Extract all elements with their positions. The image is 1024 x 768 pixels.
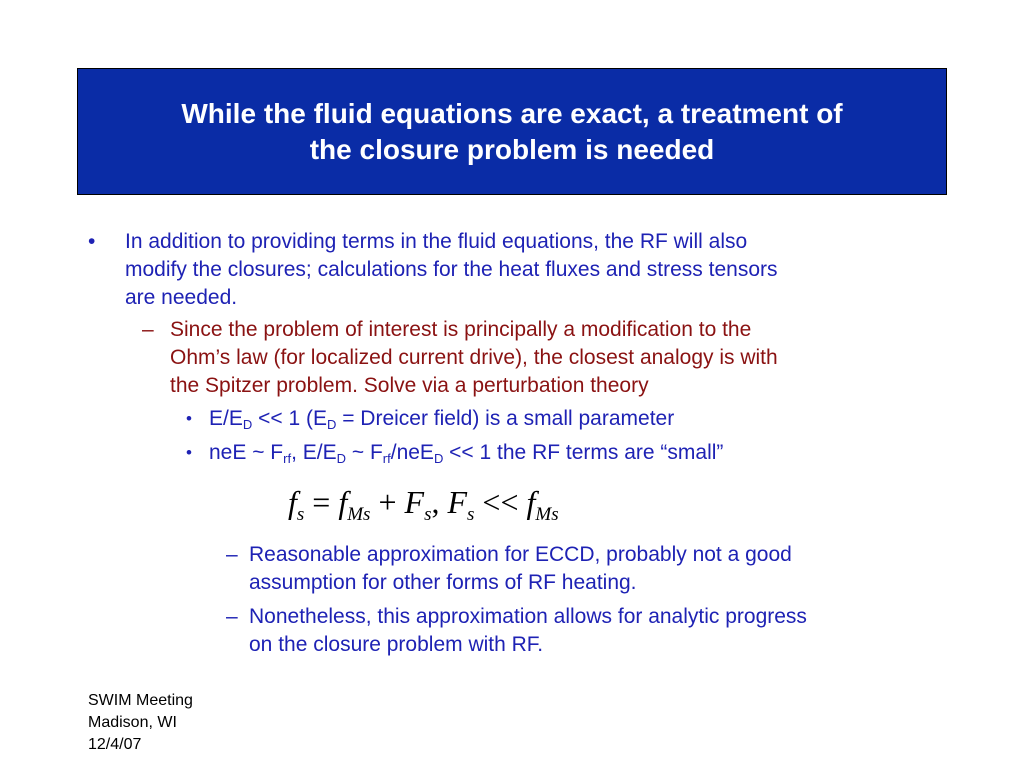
note-1-line-2: assumption for other forms of RF heating.	[249, 571, 637, 594]
title-line-2: the closure problem is needed	[309, 133, 715, 165]
sub-bullet-line-1: Since the problem of interest is principally a modification to the	[170, 318, 752, 341]
footer-date: 12/4/07	[88, 736, 142, 753]
sub-bullet-line-2: Ohm’s law (for localized current drive), the closest analogy is with	[170, 346, 778, 369]
dash-marker: –	[142, 318, 154, 341]
footer-meeting: SWIM Meeting	[88, 692, 193, 709]
sub-bullet-line-3: the Spitzer problem. Solve via a perturbation theory	[170, 374, 649, 397]
footer-location: Madison, WI	[88, 714, 177, 731]
slide-title	[77, 68, 947, 195]
note-2-line-2: on the closure problem with RF.	[249, 633, 544, 656]
rf-terms-item: neE ~ $F_{rf}$, $E/E_D$ ~ $F_{rf}/neE_D << 1$ the RF terms are “small”	[209, 441, 724, 466]
dash-marker: –	[226, 605, 238, 628]
bullet-marker: •	[186, 443, 192, 462]
main-bullet-line-1: In addition to providing terms in the fluid equations, the RF will also	[125, 230, 748, 253]
note-1-line-1: Reasonable approximation for ECCD, probably not a good	[249, 543, 792, 566]
perturbation-equation: $f_s = f_{Ms} + F_s$, $F_s << f_{Ms}$	[288, 484, 559, 525]
bullet-marker: •	[186, 409, 192, 428]
dash-marker: –	[226, 543, 238, 566]
slide-footer	[88, 690, 193, 756]
note-2-line-1: Nonetheless, this approximation allows for analytic progress	[249, 605, 807, 628]
title-line-1: While the fluid equations are exact, a treatment of	[181, 97, 843, 129]
main-bullet-line-3: are needed.	[125, 286, 238, 309]
bullet-marker: •	[88, 230, 96, 253]
small-parameter-item: $E/E_D << 1$ ($E_D$ = Dreicer field) is a small parameter	[209, 407, 675, 432]
main-bullet-line-2: modify the closures; calculations for the heat fluxes and stress tensors	[125, 258, 778, 281]
